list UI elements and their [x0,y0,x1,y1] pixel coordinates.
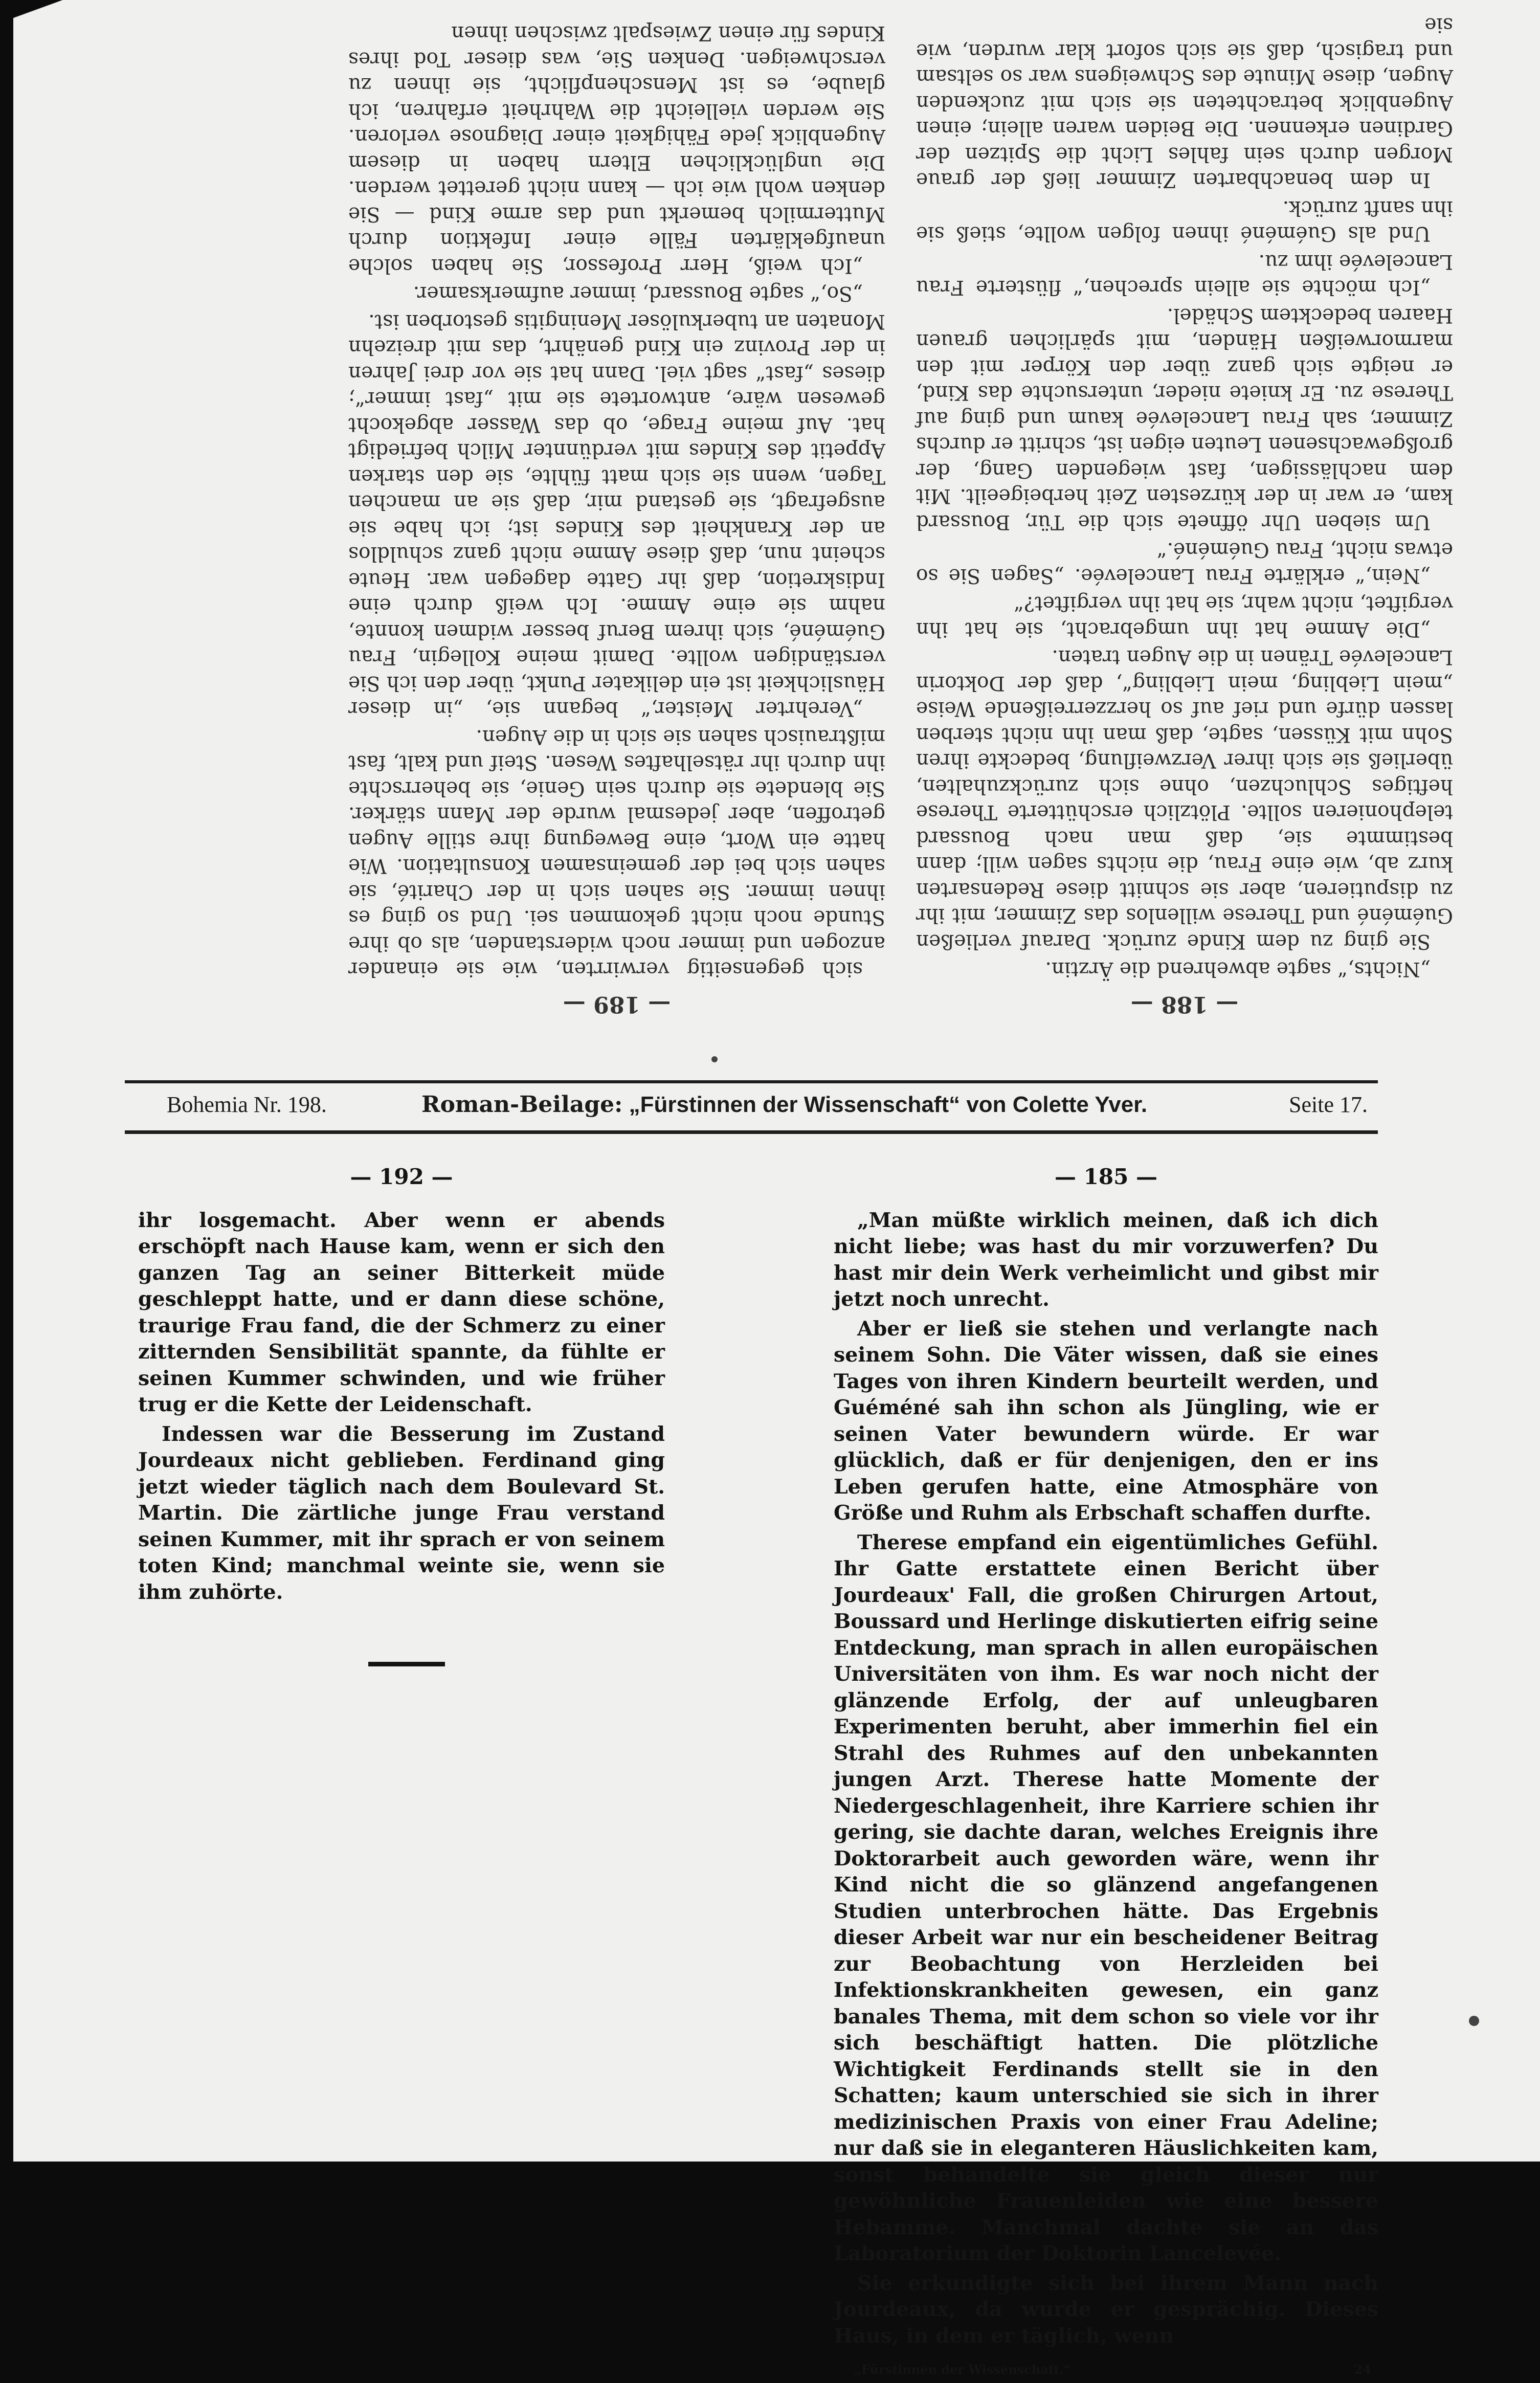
paragraph: „Verehrter Meister,“ begann sie, „in dieser Häuslichkeit ist ein delikater Punkt, über den ich Sie verständigen wollte. Damit meine Kollegin, Frau Guéméné, sich ihrem Beruf besser widmen konnte, nahm sie eine Amme. Ich weiß durch eine Indiskretion, daß ihr Gatte dagegen war. Heute scheint nun, daß diese Amme nicht ganz schuldlos an der Krankheit des Kindes ist; ich habe sie ausgefragt, sie gestand mir, daß sie an manchen Tagen, wenn sie sich matt fühlte, sie den starken Appetit des Kindes mit verdünnter Milch befriedigt hat. Auf meine Frage, ob das Wasser abgekocht gewesen wäre, antwortete sie mit „fast immer“; dieses „fast“ sagt viel. Dann hat sie vor drei Jahren in der Provinz ein Kind genährt, das mit dreizehn Monaten an tuberkulöser Meningitis gestorben ist. [348,310,885,721]
header-rule-bottom [125,1130,1378,1134]
ink-spot [711,1056,718,1062]
section-title-rest: „Fürstinnen der Wissenschaft“ von Colette Yver. [629,1092,1148,1117]
paragraph: „Ich weiß, Herr Professor, Sie haben solche unaufgeklärten Fälle einer Infektion durch Muttermilch bemerkt und das arme Kind — Sie denken wohl wie ich — kann nicht gerettet werden. Die unglücklichen Eltern haben in diesem Augenblick jede Fähigkeit einer Diagnose verloren. Sie werden vielleicht die Wahrheit erfahren, ich glaube, es ist Menschenpflicht, sie ihnen zu verschweigen. Denken Sie, was dieser Tod ihres Kindes für einen Zwiespalt zwischen ihnen [348,21,885,277]
footer-title: „Fürstinnen der Wissenschaft.“ [854,2362,1071,2377]
paragraph: Sie erkundigte sich bei ihrem Mann nach Jourdeaux, da wurde er gesprächig. Dieses Haus, in dem er täglich, wenn [834,2271,1378,2348]
column-192 [138,1164,665,1666]
paragraph: „Nichts,“ sagte abwehrend die Ärztin. [1045,957,1431,981]
newspaper-page [13,0,1540,2377]
paragraph: Indessen war die Besserung im Zustand Jourdeaux nicht geblieben. Ferdinand ging jetzt wieder täglich nach dem Boulevard St. Martin. Die zärtliche junge Frau verstand seinen Kummer, mit ihr sprach er von seinem toten Kind; manchmal weinte sie, wenn sie ihm zuhörte. [138,1422,665,1604]
column-footer [854,2356,1371,2383]
paragraph: In dem benachbarten Zimmer ließ der graue Morgen durch sein fahles Licht die Spitzen der Gardinen erkennen. Die Beiden waren allein; einen Augenblick betrachteten sie sich mit zuckenden Augen, diese Minute des Schweigens war so seltsam und tragisch, daß sie sich sofort klar wurden, wie sie [916,13,1453,192]
paragraph: „So,“ sagte Boussard, immer aufmerksamer. [413,282,863,305]
column-185 [834,1164,1378,2383]
paragraph: Und als Guéméné ihnen folgen wollte, stieß sie ihn sanft zurück. [916,196,1453,246]
section-title-prefix: Roman-Beilage: [421,1092,623,1118]
paragraph: sich gegenseitig verwirrten, wie sie einander anzogen und immer noch widerstanden, als ob ihre Stunde noch nicht gekommen sei. Und so ging es ihnen immer. Sie sahen sich in der Charité, sie sahen sich bei der gemeinsamen Konsultation. Wie hatte ein Wort, eine Bewegung ihre stille Augen getroffen, aber jedesmal wurde der Mann stärker. Sie blendete sie durch sein Genie, sie beherrschte ihn durch ihr rätselhaftes Wesen. Steif und kalt, fast mißtrauisch sahen sie sich in die Augen. [348,725,885,981]
section-end-rule [368,1662,445,1666]
paragraph: „Man müßte wirklich meinen, daß ich dich nicht liebe; was hast du mir vorzuwerfen? Du hast mir dein Werk verheimlicht und gibst mir jetzt noch unrecht. [834,1208,1378,1311]
page-number: — 192 — [350,1164,453,1189]
paragraph: Sie ging zu dem Kinde zurück. Darauf verließen Guéméné und Therese willenlos das Zimmer, mit ihr zu disputieren, aber sie schnitt diese Redensarten kurz ab, wie eine Frau, die nichts sagen will; dann bestimmte sie, daß man nach Boussard telephonieren sollte. Plötzlich erschütterte Therese heftiges Schluchzen, ohne sich zurückzuhalten, überließ sie sich ihrer Verzweiflung, bedeckte ihren Sohn mit Küssen, sagte, daß man ihn nicht sterben lassen dürfe und rief auf so herzzerreißende Weise „mein Liebling, mein Liebling“, daß der Doktorin Lancelevée Tränen in die Augen traten. [916,645,1453,953]
flipped-column-189 [348,18,885,1017]
page-number: — 188 — [1130,991,1239,1017]
section-title [421,1092,1147,1118]
page-number: — 185 — [1055,1164,1157,1189]
ink-spot [1469,2016,1479,2026]
paragraph: „Ich möchte sie allein sprechen,“ flüsterte Frau Lancelevée ihm zu. [916,250,1453,299]
header-rule-top [125,1080,1378,1083]
paragraph: „Die Amme hat ihn umgebracht, sie hat ihn vergiftet, nicht wahr, sie hat ihn vergiftet?“ [916,592,1453,641]
page-header [125,1080,1378,1137]
paragraph: Um sieben Uhr öffnete sich die Tür, Boussard kam, er war in der kürzesten Zeit herbeigeeilt. Mit dem nachlässigen, fast wiegenden Gang, der großgewachsenen Leuten eigen ist, schritt er durchs Zimmer, sah Frau Lancelevée kaum und ging auf Therese zu. Er kniete nieder, untersuchte das Kind, er neigte sich ganz über den Körper mit den marmorweißen Händen, mit spärlichen grauen Haaren bedecktem Schädel. [916,304,1453,533]
upside-down-section [13,0,1540,1049]
paragraph: „Nein,“ erklärte Frau Lancelevée. „Sagen Sie so etwas nicht, Frau Guéméné.“ [916,538,1453,587]
page-number: — 189 — [563,991,671,1017]
flipped-column-188 [916,10,1453,1017]
page-label: Seite 17. [1289,1092,1368,1117]
paragraph: ihr losgemacht. Aber wenn er abends erschöpft nach Hause kam, wenn er sich den ganzen Tag an seiner Bitterkeit müde geschleppt hatte, und er dann diese schöne, traurige Frau fand, die der Schmerz zu einer zitternden Sensibilität spannte, da fühlte er seinen Kummer schwinden, und wie früher trug er die Kette der Leidenschaft. [138,1208,665,1416]
paragraph: Therese empfand ein eigentümliches Gefühl. Ihr Gatte erstattete einen Bericht über Jourdeaux' Fall, die großen Chirurgen Artout, Boussard und Herlinge diskutierten eifrig seine Entdeckung, man sprach in allen europäischen Universitäten von ihm. Es war noch nicht der glänzende Erfolg, der auf unleugbaren Experimenten beruht, aber immerhin fiel ein Strahl des Ruhmes auf den unbekannten jungen Arzt. Therese hatte Momente der Niedergeschlagenheit, ihre Karriere schien ihr gering, sie dachte daran, welches Ereignis ihre Doktorarbeit auch geworden wäre, wenn ihr Kind nicht die so glänzend angefangenen Studien unterbrochen hätte. Das Ergebnis dieser Arbeit war nur ein bescheidener Beitrag zur Beobachtung von Herzleiden bei Infektionskrankheiten gewesen, ein ganz banales Thema, mit dem schon so viele vor ihr sich beschäftigt hatten. Die plötzliche Wichtigkeit Ferdinands stellt sie in den Schatten; kaum unterschied sie sich in ihrer medizinischen Praxis von einer Frau Adeline; nur daß sie in eleganteren Häuslichkeiten kam, sonst behandelte sie gleich dieser nur gewöhnliche Frauenleiden wie eine bessere Hebamme. Manchmal dachte sie an das Laboratorium der Doktorin Lancelevée. [834,1530,1378,2265]
issue-label: Bohemia Nr. 198. [167,1092,327,1117]
signature-number: 24 [1354,2362,1371,2377]
paragraph: Aber er ließ sie stehen und verlangte nach seinem Sohn. Die Väter wissen, daß sie eines Tages von ihren Kindern beurteilt werden, und Guéméné sah ihn schon als Jüngling, wie er seinen Vater bewundern würde. Er war glücklich, daß er für denjenigen, den er ins Leben gerufen hatte, eine Atmosphäre von Größe und Ruhm als Erbschaft schaffen durfte. [834,1317,1378,1525]
